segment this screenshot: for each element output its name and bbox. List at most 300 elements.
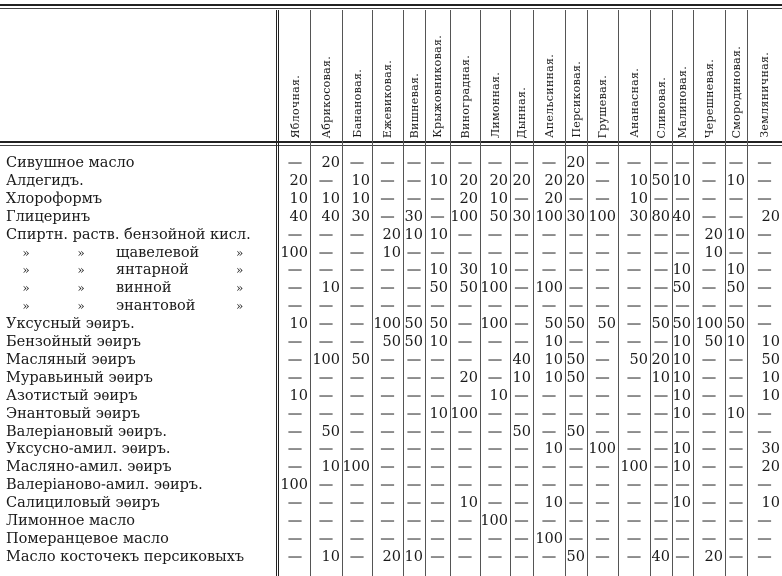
ditto-mark: »	[22, 281, 30, 296]
table-cell: 30	[761, 441, 780, 458]
row-label-text: Померанцевое масло	[6, 531, 173, 547]
table-cell: —	[487, 244, 503, 261]
table-cell: —	[349, 244, 365, 261]
table-cell: —	[380, 208, 395, 225]
table-cell: —	[568, 387, 584, 404]
table-cell: 10	[672, 441, 691, 458]
table-cell: 10	[459, 495, 478, 512]
table-cell: —	[757, 280, 772, 297]
table-cell: —	[701, 405, 717, 422]
table-cell: —	[595, 459, 610, 476]
table-cell: 50	[404, 334, 423, 350]
table-cell: —	[457, 244, 473, 261]
table-cell: —	[514, 334, 529, 350]
table-cell: —	[287, 513, 303, 529]
table-row	[0, 512, 782, 530]
table-cell: —	[701, 369, 717, 386]
column-header-label: Яблочная.	[288, 74, 302, 138]
table-cell: —	[318, 513, 334, 529]
table-cell: —	[701, 459, 717, 476]
row-label	[6, 405, 268, 423]
table-cell: 10	[726, 405, 745, 422]
table-cell: 10	[726, 226, 745, 243]
table-cell: —	[287, 298, 303, 315]
row-label	[6, 512, 268, 530]
row-label	[6, 172, 268, 190]
table-cell: —	[757, 316, 772, 333]
table-cell: —	[457, 387, 473, 404]
row-label	[6, 154, 268, 172]
table-cell: 20	[704, 548, 723, 565]
table-cell: 10	[672, 172, 691, 189]
table-cell: —	[457, 513, 473, 529]
row-label	[6, 458, 268, 476]
table-cell: —	[568, 244, 584, 261]
row-label-text: Салициловый эѳиръ	[6, 495, 164, 511]
table-cell: 50	[651, 316, 670, 333]
row-label	[6, 387, 268, 405]
table-row	[0, 440, 782, 458]
table-cell: —	[701, 513, 717, 529]
table-cell: 100	[450, 208, 478, 225]
column-header-label: Абрикосовая.	[319, 55, 333, 138]
table-cell: —	[653, 423, 669, 440]
table-row	[0, 423, 782, 441]
table-cell: —	[487, 530, 503, 547]
table-cell: —	[349, 513, 365, 529]
table-cell: 20	[761, 459, 780, 476]
table-cell: 20	[761, 208, 780, 225]
table-cell: —	[380, 495, 395, 512]
table-cell: —	[728, 387, 744, 404]
table-cell: —	[349, 548, 365, 565]
table-cell: —	[514, 477, 529, 494]
table-cell: —	[595, 495, 610, 512]
column-header	[618, 14, 650, 138]
table-cell: —	[318, 477, 334, 494]
table-cell: —	[457, 459, 473, 476]
table-cell: —	[757, 423, 772, 440]
table-cell: —	[406, 172, 422, 189]
row-label	[6, 315, 268, 333]
table-row	[0, 548, 782, 566]
table-cell: —	[318, 387, 334, 404]
table-cell: —	[541, 244, 557, 261]
column-header	[425, 14, 450, 138]
table-cell: —	[430, 495, 445, 512]
table-cell: —	[406, 155, 422, 171]
table-cell: —	[595, 172, 610, 189]
table-cell: —	[406, 405, 422, 422]
table-cell: —	[675, 298, 690, 315]
table-row	[0, 530, 782, 548]
table-cell: —	[541, 387, 557, 404]
table-row	[0, 476, 782, 494]
table-cell: —	[349, 477, 365, 494]
table-cell: —	[626, 495, 642, 512]
table-cell: 10	[726, 334, 745, 350]
table-cell: —	[541, 459, 557, 476]
table-cell: —	[626, 155, 642, 171]
table-cell: —	[430, 477, 445, 494]
table-cell: —	[675, 423, 690, 440]
table-cell: 50	[566, 351, 585, 368]
table-cell: —	[406, 513, 422, 529]
ditto-mark: »	[77, 281, 85, 296]
table-cell: —	[457, 477, 473, 494]
table-row	[0, 333, 782, 351]
table-cell: —	[541, 226, 557, 243]
table-cell: —	[541, 513, 557, 529]
table-cell: —	[626, 316, 642, 333]
table-cell: —	[406, 530, 422, 547]
table-cell: —	[380, 172, 395, 189]
column-header	[372, 14, 403, 138]
table-cell: 10	[489, 262, 508, 279]
table-cell: 30	[512, 208, 531, 225]
table-cell: —	[653, 387, 669, 404]
table-cell: —	[457, 298, 473, 315]
table-cell: —	[626, 262, 642, 279]
table-cell: —	[653, 495, 669, 512]
table-cell: —	[287, 441, 303, 458]
table-cell: —	[406, 459, 422, 476]
table-cell: —	[318, 530, 334, 547]
table-cell: 100	[535, 208, 563, 225]
table-cell: —	[728, 548, 744, 565]
table-cell: —	[701, 262, 717, 279]
table-cell: —	[728, 530, 744, 547]
table-cell: —	[406, 387, 422, 404]
table-cell: —	[406, 369, 422, 386]
table-cell: —	[541, 405, 557, 422]
table-cell: —	[701, 298, 717, 315]
table-cell: —	[349, 441, 365, 458]
table-cell: —	[318, 369, 334, 386]
ditto-mark: »	[77, 299, 85, 314]
table-cell: —	[757, 405, 772, 422]
column-header	[747, 14, 782, 138]
table-cell: —	[701, 423, 717, 440]
table-cell: 80	[651, 208, 670, 225]
table-cell: —	[757, 548, 772, 565]
table-cell: —	[568, 441, 584, 458]
table-cell: —	[487, 369, 503, 386]
table-cell: —	[514, 441, 529, 458]
row-label	[6, 494, 268, 512]
table-cell: 100	[480, 280, 508, 297]
table-cell: —	[514, 405, 529, 422]
column-header-label: Лимонная.	[488, 71, 502, 138]
table-cell: —	[653, 280, 669, 297]
table-cell: —	[595, 262, 610, 279]
table-cell: —	[514, 244, 529, 261]
table-cell: 100	[695, 316, 723, 333]
table-cell: —	[595, 405, 610, 422]
row-label	[6, 297, 268, 315]
table-cell: —	[514, 495, 529, 512]
table-cell: —	[287, 351, 303, 368]
table-cell: —	[514, 298, 529, 315]
table-cell: —	[457, 423, 473, 440]
table-cell: —	[595, 530, 610, 547]
table-cell: —	[757, 172, 772, 189]
table-cell: —	[675, 530, 690, 547]
table-cell: 30	[351, 208, 370, 225]
table-cell: —	[701, 495, 717, 512]
table-cell: —	[675, 190, 690, 207]
table-cell: —	[728, 244, 744, 261]
table-cell: —	[595, 280, 610, 297]
table-cell: 10	[544, 351, 563, 368]
table-cell: 10	[512, 369, 531, 386]
table-cell: —	[318, 316, 334, 333]
table-cell: —	[757, 530, 772, 547]
table-row	[0, 405, 782, 423]
table-cell: —	[568, 530, 584, 547]
column-header-label: Персиковая.	[569, 61, 583, 138]
table-cell: —	[287, 495, 303, 512]
table-cell: 100	[480, 513, 508, 529]
table-cell: 30	[404, 208, 423, 225]
table-cell: 30	[566, 208, 585, 225]
table-cell: 10	[672, 351, 691, 368]
table-cell: —	[349, 262, 365, 279]
table-cell: —	[380, 298, 395, 315]
table-cell: —	[626, 369, 642, 386]
column-header-label: Грушевая.	[596, 74, 609, 138]
table-cell: 50	[651, 172, 670, 189]
table-cell: 50	[726, 280, 745, 297]
table-cell: —	[757, 244, 772, 261]
table-row	[0, 208, 782, 226]
table-cell: 50	[429, 316, 448, 333]
table-cell: 40	[321, 208, 340, 225]
column-header-label: Банановая.	[350, 69, 364, 138]
table-cell: 10	[321, 459, 340, 476]
table-cell: 10	[672, 405, 691, 422]
table-cell: 10	[672, 387, 691, 404]
table-cell: —	[728, 351, 744, 368]
table-cell: —	[318, 441, 334, 458]
table-cell: —	[287, 155, 303, 171]
table-cell: —	[757, 298, 772, 315]
ditto-mark: »	[22, 263, 30, 278]
table-cell: —	[653, 244, 669, 261]
table-row	[0, 154, 782, 172]
table-cell: —	[487, 405, 503, 422]
table-cell: 100	[480, 316, 508, 333]
ditto-mark: »	[236, 281, 244, 296]
table-cell: —	[430, 190, 445, 207]
table-cell: 10	[429, 405, 448, 422]
table-cell: —	[349, 334, 365, 350]
table-cell: 10	[289, 387, 308, 404]
table-cell: —	[406, 495, 422, 512]
table-cell: —	[380, 513, 395, 529]
table-cell: —	[541, 155, 557, 171]
table-cell: —	[568, 334, 584, 350]
column-header-label: Вишневая.	[407, 72, 421, 138]
table-cell: 50	[704, 334, 723, 350]
row-label	[6, 333, 268, 351]
table-cell: 10	[404, 226, 423, 243]
table-cell: —	[380, 459, 395, 476]
table-cell: —	[568, 495, 584, 512]
table-cell: —	[487, 548, 503, 565]
table-cell: —	[728, 369, 744, 386]
table-cell: —	[595, 387, 610, 404]
table-cell: 40	[672, 208, 691, 225]
column-header	[587, 14, 618, 138]
table-cell: —	[487, 226, 503, 243]
table-row	[0, 172, 782, 190]
table-row	[0, 387, 782, 405]
table-cell: 50	[429, 280, 448, 297]
table-cell: 50	[351, 351, 370, 368]
table-cell: —	[595, 351, 610, 368]
table-cell: 10	[489, 387, 508, 404]
table-cell: 20	[489, 172, 508, 189]
table-cell: —	[430, 298, 445, 315]
table-cell: —	[626, 513, 642, 529]
table-cell: 50	[672, 316, 691, 333]
table-cell: 100	[342, 459, 370, 476]
table-cell: —	[728, 477, 744, 494]
table-cell: —	[757, 262, 772, 279]
table-row	[0, 297, 782, 315]
ditto-mark: »	[236, 245, 244, 260]
table-cell: —	[430, 548, 445, 565]
table-cell: —	[757, 226, 772, 243]
column-header-label: Смородиновая.	[729, 45, 743, 138]
row-label-text: Лимонное масло	[6, 513, 139, 529]
table-cell: —	[757, 477, 772, 494]
top-rule	[0, 4, 782, 9]
table-cell: —	[406, 262, 422, 279]
table-cell: —	[728, 459, 744, 476]
table-cell: 50	[566, 423, 585, 440]
row-label-text: Алдегидъ.	[6, 173, 88, 189]
table-cell: —	[318, 495, 334, 512]
table-cell: —	[626, 226, 642, 243]
table-cell: —	[380, 530, 395, 547]
table-cell: —	[349, 495, 365, 512]
table-cell: —	[701, 280, 717, 297]
table-cell: —	[653, 155, 669, 171]
table-cell: —	[595, 226, 610, 243]
table-cell: —	[626, 477, 642, 494]
table-cell: —	[675, 244, 690, 261]
table-cell: 10	[761, 369, 780, 386]
table-cell: —	[380, 405, 395, 422]
table-cell: —	[595, 477, 610, 494]
table-cell: 100	[535, 530, 563, 547]
table-cell: —	[568, 190, 584, 207]
table-cell: —	[568, 226, 584, 243]
table-cell: —	[626, 334, 642, 350]
ditto-mark: »	[236, 263, 244, 278]
table-cell: 10	[429, 226, 448, 243]
table-cell: 50	[404, 316, 423, 333]
table-cell: —	[430, 351, 445, 368]
table-cell: —	[287, 405, 303, 422]
table-cell: —	[349, 226, 365, 243]
table-cell: —	[728, 441, 744, 458]
table-cell: —	[541, 477, 557, 494]
table-cell: —	[287, 334, 303, 350]
table-cell: —	[430, 208, 445, 225]
table-cell: 10	[321, 280, 340, 297]
table-cell: 100	[620, 459, 648, 476]
row-label	[6, 351, 268, 369]
column-header-label: Апельсинная.	[542, 54, 556, 138]
table-cell: —	[406, 477, 422, 494]
table-cell: 20	[544, 172, 563, 189]
row-label-text: винной	[116, 280, 172, 297]
table-row	[0, 351, 782, 369]
column-header	[450, 14, 480, 138]
table-cell: —	[675, 226, 690, 243]
table-cell: —	[626, 530, 642, 547]
table-cell: —	[728, 423, 744, 440]
table-cell: 20	[566, 172, 585, 189]
table-cell: 20	[544, 190, 563, 207]
table-cell: —	[595, 513, 610, 529]
column-header	[310, 14, 342, 138]
table-row	[0, 279, 782, 297]
table-cell: —	[568, 459, 584, 476]
table-cell: 20	[459, 369, 478, 386]
table-row	[0, 458, 782, 476]
table-cell: —	[541, 298, 557, 315]
row-label-text: янтарной	[116, 262, 189, 279]
table-cell: —	[701, 172, 717, 189]
header-rule	[0, 141, 782, 146]
row-label-text: Уксусный эѳиръ.	[6, 316, 139, 332]
table-cell: 50	[566, 316, 585, 333]
table-cell: —	[406, 190, 422, 207]
table-cell: 100	[588, 208, 616, 225]
table-cell: —	[568, 280, 584, 297]
column-header-label: Сливовая.	[654, 76, 668, 138]
table-cell: 10	[672, 495, 691, 512]
table-cell: —	[675, 477, 690, 494]
table-cell: —	[626, 548, 642, 565]
table-row	[0, 315, 782, 333]
table-cell: —	[626, 441, 642, 458]
table-cell: —	[457, 441, 473, 458]
table-cell: —	[457, 548, 473, 565]
row-label-text: Хлороформъ	[6, 191, 106, 207]
column-header-label: Виноградная.	[458, 54, 472, 138]
table-cell: 20	[382, 226, 401, 243]
table-cell: —	[514, 262, 529, 279]
row-label-text: Уксусно-амил. эѳиръ.	[6, 441, 175, 457]
table-cell: 50	[672, 280, 691, 297]
table-cell: —	[541, 548, 557, 565]
ditto-mark: »	[22, 299, 30, 314]
table-cell: —	[514, 316, 529, 333]
column-header	[533, 14, 565, 138]
table-cell: —	[653, 513, 669, 529]
column-header	[725, 14, 747, 138]
table-cell: 20	[566, 155, 585, 171]
table-cell: —	[757, 155, 772, 171]
table-cell: —	[318, 226, 334, 243]
table-cell: —	[568, 262, 584, 279]
table-cell: —	[487, 459, 503, 476]
